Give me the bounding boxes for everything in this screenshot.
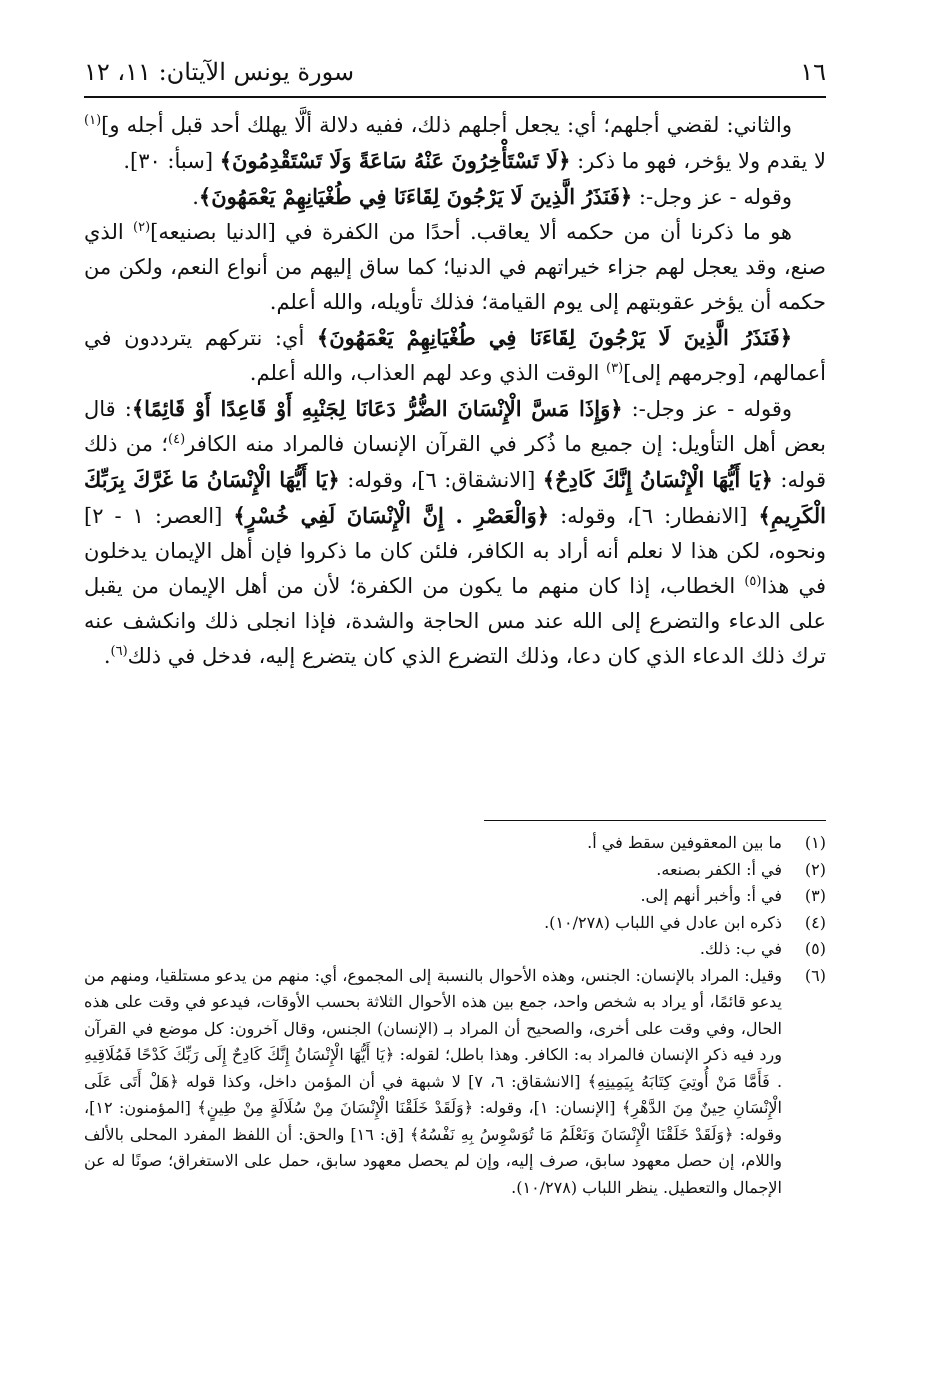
header-rule xyxy=(84,96,826,98)
paragraph-2 xyxy=(84,179,826,215)
text-run: : قال بعض أهل التأويل: إن جميع ما ذُكر في القرآن الإنسان فالمراد منه الكافر xyxy=(84,397,826,456)
footnote-text: في ب: ذلك. xyxy=(699,939,782,958)
footnote-item xyxy=(84,830,826,857)
text-run: . xyxy=(192,185,199,209)
text-run: والثاني: لقضي أجلهم؛ أي: يجعل أجلهم ذلك، ففيه دلالة ألَّا يهلك أحد قبل أجله و] xyxy=(101,113,792,137)
quran-quote: ﴿لَا تَسْتَأْخِرُونَ عَنْهُ سَاعَةً وَلَا تَسْتَقْدِمُونَ﴾ xyxy=(219,148,571,173)
footnotes xyxy=(84,830,826,1201)
paragraph-3 xyxy=(84,215,826,320)
text-run: هو ما ذكرنا أن من حكمه ألا يعاقب. أحدًا من الكفرة في [الدنيا بصنيعه] xyxy=(150,220,792,244)
footnote-rule xyxy=(484,820,826,821)
running-title: سورة يونس الآيتان: ١١، ١٢ xyxy=(84,58,355,86)
text-run: [العصر: ١ - ٢] ونحوه، لكن هذا لا نعلم أنه أراد به الكافر، فلئن كان ما ذكروا فإن أهل الإيمان يدخلون في هذا xyxy=(84,504,826,598)
quran-quote: ﴿وَالْعَصْرِ . إِنَّ الْإِنْسَانَ لَفِي خُسْرٍ﴾ xyxy=(233,503,550,528)
text-run: وقوله - عز وجل-: xyxy=(622,397,792,421)
paragraph-1 xyxy=(84,108,826,179)
footnote-text: في أ: وأخبر أنهم إلى. xyxy=(640,886,782,905)
quran-quote: ﴿وَإِذَا مَسَّ الْإِنْسَانَ الضُّرُّ دَعَانَا لِجَنْبِهِ أَوْ قَاعِدًا أَوْ قَائِمًا﴾ xyxy=(131,396,623,421)
page-number: ١٦ xyxy=(800,58,826,86)
text-run: أي: نتركهم يترددون في أعمالهم، [وجرمهم إلى] xyxy=(84,326,826,385)
quran-quote: ﴿فَنَذَرُ الَّذِينَ لَا يَرْجُونَ لِقَاءَنَا فِي طُغْيَانِهِمْ يَعْمَهُونَ﴾ xyxy=(316,325,792,350)
footnote-number: (٦) xyxy=(804,965,826,985)
quran-quote: ﴿يَا أَيُّهَا الْإِنْسَانُ إِنَّكَ كَادِحٌ﴾ xyxy=(542,467,773,492)
footnote-number: (٤) xyxy=(804,912,826,932)
footnote-ref: (٥) xyxy=(744,574,762,589)
quran-quote: ﴿فَنَذَرُ الَّذِينَ لَا يَرْجُونَ لِقَاءَنَا فِي طُغْيَانِهِمْ يَعْمَهُونَ﴾ xyxy=(198,184,633,209)
footnote-item xyxy=(84,963,826,1202)
footnote-item xyxy=(84,857,826,884)
footnote-text: وقيل: المراد بالإنسان: الجنس، وهذه الأحوال بالنسبة إلى المجموع، أي: منهم من يدعو مستلقيا، ومنهم من يدعو قائمًا، أو يراد به شخص واحد، جمع بين هذه الأحوال الثلاثة بحسب الأوقات، فيدعو في وقت على هذه الحال، وفي وقت على أخرى، والصحيح أن المراد بـ (الإنسان) الجنس، وقال آخرون: كل موضع في القرآن ورد فيه ذكر الإنسان فالمراد به: الكافر. وهذا باطل؛ لقوله: ﴿يَا أَيُّهَا الْإِنْسَانُ إِنَّكَ كَادِحٌ إِلَى رَبِّكَ كَدْحًا فَمُلَاقِيهِ . فَأَمَّا مَنْ أُوتِيَ كِتَابَهُ بِيَمِينِهِ﴾ [الانشقاق: ٦، ٧] لا شبهة في أن المؤمن داخل، وكذا قوله ﴿هَلْ أَتَى عَلَى الْإِنْسَانِ حِينٌ مِنَ الدَّهْرِ﴾ [الإنسان: ١]، وقوله: ﴿وَلَقَدْ خَلَقْنَا الْإِنْسَانَ مِنْ سُلَالَةٍ مِنْ طِينٍ﴾ [المؤمنون: ١٢]، وقوله: ﴿وَلَقَدْ خَلَقْنَا الْإِنْسَانَ وَنَعْلَمُ مَا تُوَسْوِسُ بِهِ نَفْسُهُ﴾ [ق: ١٦] والحق: أن اللفظ المفرد المحلى بالألف واللام، إن حصل معهود سابق، صرف إليه، وإن لم يحصل معهود سابق، حمل على الاستغراق؛ صونًا له عن الإجمال والتعطيل. ينظر اللباب (١٠/٢٧٨). xyxy=(84,965,783,1197)
footnote-item xyxy=(84,883,826,910)
text-run: [الانفطار: ٦]، وقوله: xyxy=(549,504,759,528)
quran-quote: ﴿يَا أَيُّهَا الْإِنْسَانُ مَا غَرَّكَ بِرَبِّكَ الْكَرِيمِ﴾ xyxy=(84,467,827,528)
footnote-text: ما بين المعقوفين سقط في أ. xyxy=(587,833,782,852)
page-header xyxy=(84,52,826,92)
footnote-ref: (٤) xyxy=(168,432,186,447)
footnote-item xyxy=(84,910,826,937)
footnote-ref: (٦) xyxy=(110,644,128,659)
paragraph-5 xyxy=(84,391,826,674)
footnote-ref: (٢) xyxy=(133,220,151,235)
footnote-number: (٥) xyxy=(804,939,826,958)
text-run: [سبأ: ٣٠]. xyxy=(123,149,220,173)
text-run: ؛ من ذلك قوله: xyxy=(84,432,827,492)
text-run: لا يقدم ولا يؤخر، فهو ما ذكر: xyxy=(570,149,826,173)
footnote-number: (٣) xyxy=(804,886,826,905)
paragraph-4 xyxy=(84,320,826,391)
footnote-number: (٢) xyxy=(804,859,826,879)
footnote-number: (١) xyxy=(804,833,826,852)
text-run: . xyxy=(103,644,111,668)
text-run: [الانشقاق: ٦]، وقوله: xyxy=(339,468,543,492)
footnote-item xyxy=(84,936,826,963)
footnote-ref: (٣) xyxy=(606,361,624,376)
text-run: الذي صنع، وقد يعجل لهم جزاء خيراتهم في الدنيا؛ كما ساق إليهم من أنواع النعم، ولكن من حكمه أن يؤخر عقوبتهم إلى يوم القيامة؛ فذلك تأويله، والله أعلم. xyxy=(84,220,826,314)
text-run: الخطاب، إذا كان منهم ما يكون من الكفرة؛ لأن من أهل الإيمان من يقبل على الدعاء والتضرع إلى الله عند مس الحاجة والشدة، فإذا انجلى ذلك وانكشف عنه ترك ذلك الدعاء الذي كان دعا، وذلك التضرع الذي كان يتضرع إليه، فدخل في ذلك xyxy=(84,574,826,668)
footnote-text: في أ: الكفر بصنعه. xyxy=(656,859,782,879)
main-text xyxy=(84,108,826,674)
footnote-text: ذكره ابن عادل في اللباب (١٠/٢٧٨). xyxy=(544,912,782,932)
text-run: الوقت الذي وعد لهم العذاب، والله أعلم. xyxy=(249,361,607,385)
footnote-ref: (١) xyxy=(84,113,102,128)
text-run: وقوله - عز وجل-: xyxy=(632,185,792,209)
